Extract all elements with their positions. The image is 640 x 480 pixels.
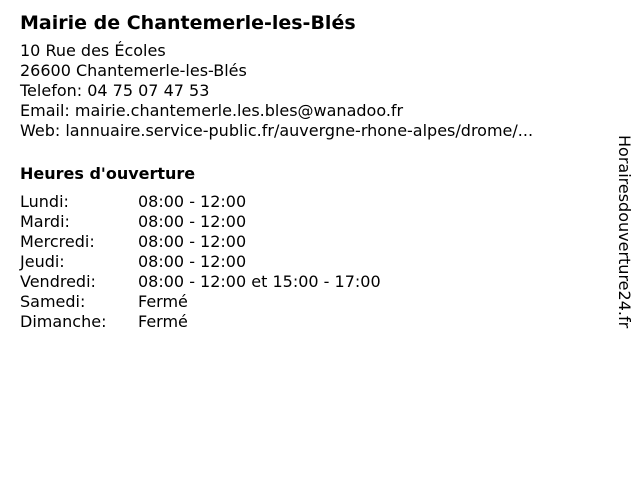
address-block	[20, 41, 600, 141]
street-line: 10 Rue des Écoles	[20, 41, 166, 60]
phone-line[interactable]: Telefon: 04 75 07 47 53	[20, 81, 210, 100]
hours-time: 08:00 - 12:00 et 15:00 - 17:00	[138, 272, 381, 291]
site-brand-label: Horairesdouverture24.fr	[615, 135, 634, 329]
office-info-card	[20, 10, 600, 332]
city-line: 26600 Chantemerle-les-Blés	[20, 61, 247, 80]
hours-day: Vendredi:	[20, 272, 96, 291]
hours-time: 08:00 - 12:00	[138, 232, 247, 251]
hours-row-monday	[20, 192, 600, 212]
hours-row-friday	[20, 272, 600, 292]
hours-row-thursday	[20, 252, 600, 272]
web-line[interactable]: Web: lannuaire.service-public.fr/auvergne-rhone-alpes/drome/...	[20, 121, 534, 140]
hours-day: Dimanche:	[20, 312, 107, 331]
opening-hours-table	[20, 192, 600, 332]
opening-hours-heading: Heures d'ouverture	[20, 164, 196, 183]
hours-time: 08:00 - 12:00	[138, 192, 247, 211]
email-line[interactable]: Email: mairie.chantemerle.les.bles@wanadoo.fr	[20, 101, 404, 120]
hours-row-saturday	[20, 292, 600, 312]
hours-time: Fermé	[138, 292, 188, 311]
hours-day: Jeudi:	[20, 252, 65, 271]
hours-day: Mardi:	[20, 212, 70, 231]
hours-row-wednesday	[20, 232, 600, 252]
hours-time: 08:00 - 12:00	[138, 252, 247, 271]
office-title: Mairie de Chantemerle-les-Blés	[20, 12, 356, 34]
hours-day: Samedi:	[20, 292, 86, 311]
hours-day: Mercredi:	[20, 232, 95, 251]
hours-time: 08:00 - 12:00	[138, 212, 247, 231]
hours-row-sunday	[20, 312, 600, 332]
hours-day: Lundi:	[20, 192, 69, 211]
hours-row-tuesday	[20, 212, 600, 232]
hours-time: Fermé	[138, 312, 188, 331]
